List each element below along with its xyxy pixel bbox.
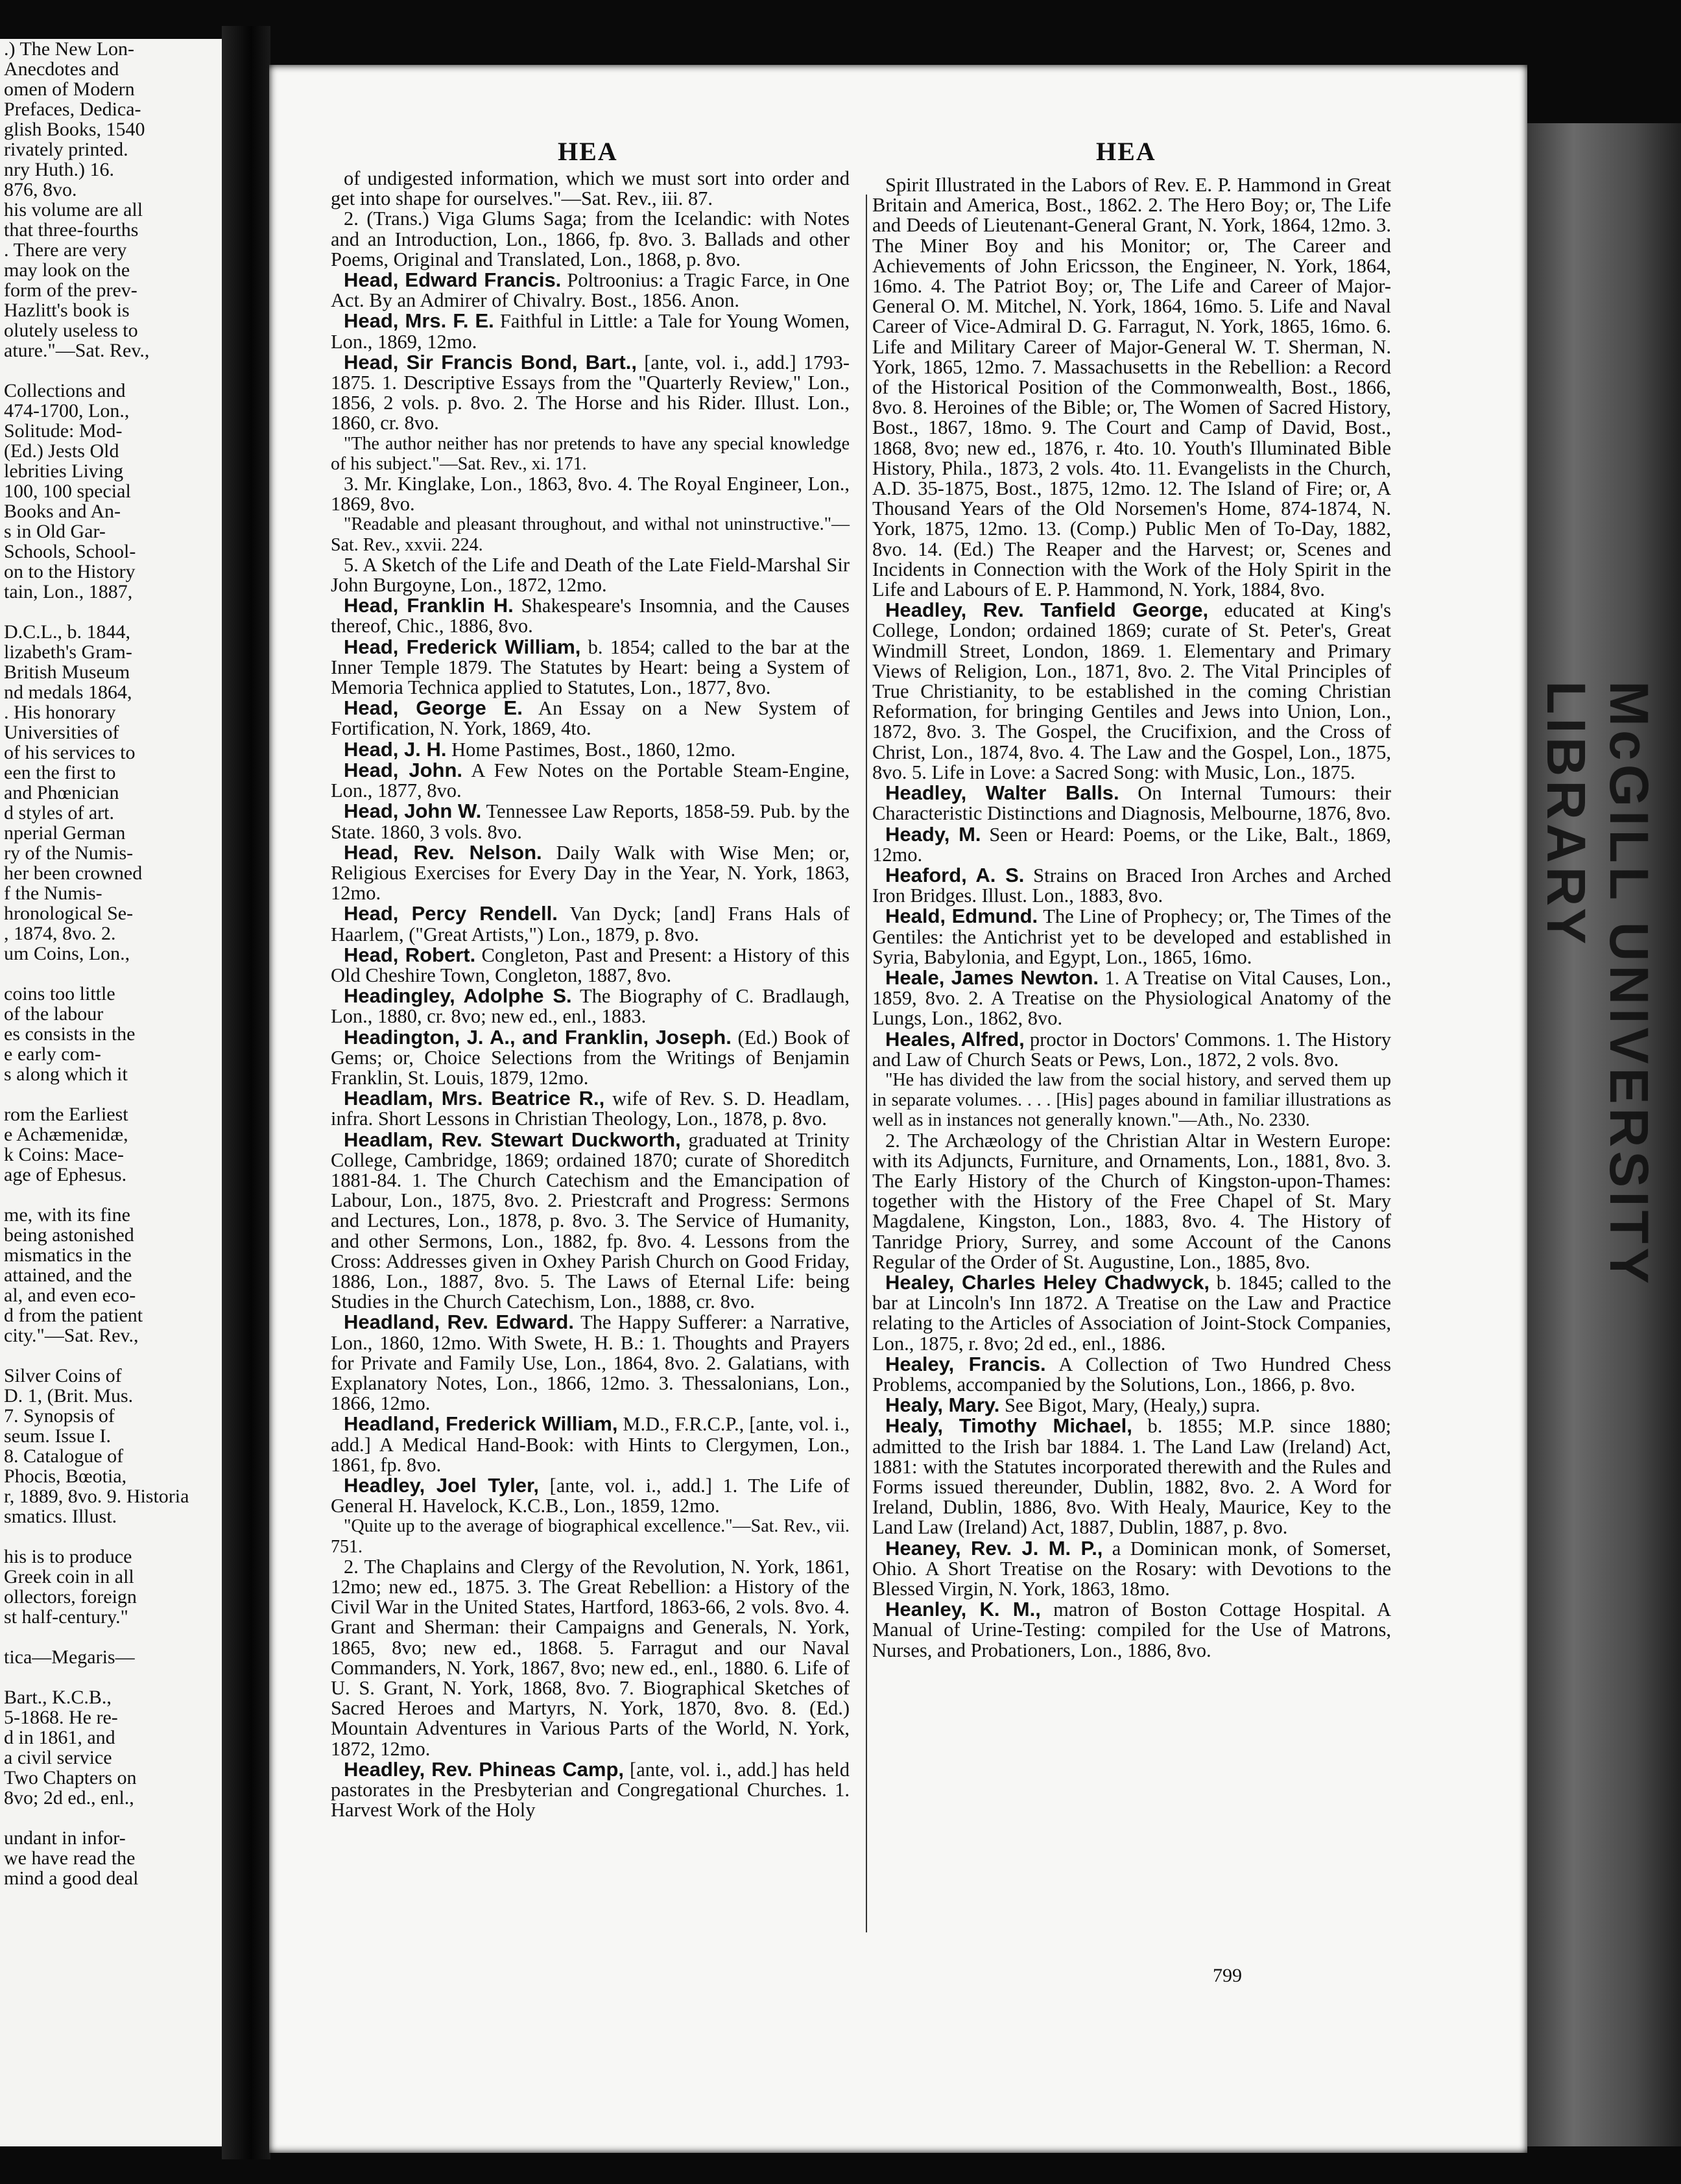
entry-heading: Head, John. [344,758,463,781]
entry [331,352,850,434]
entry-heading: Healy, Mary. [885,1394,1000,1417]
left-page-line: his is to produce [4,1546,132,1567]
entry-heading: Headley, Rev. Tanfield George, [885,599,1209,622]
entry-continuation [331,1557,850,1759]
left-page-line: Prefaces, Dedica- [4,99,141,120]
left-page-line: es consists in the [4,1023,136,1045]
entry-text: a Dominican monk, of Somerset, Ohio. A Short Treatise on the Rosary: with Devotions to the Blessed Virgin, N. York, 1863, 18mo. [872,1537,1391,1600]
left-page-line: e Achæmenidæ, [4,1124,128,1145]
left-page-line: Anecdotes and [4,58,119,80]
left-page-line: 7. Synopsis of [4,1405,115,1427]
left-page-line: d in 1861, and [4,1727,115,1748]
left-page-line: age of Ephesus. [4,1164,127,1185]
left-page-line: undant in infor- [4,1827,126,1849]
entry-heading: Heanley, K. M., [885,1598,1041,1621]
left-page-line: ry of the Numis- [4,842,134,864]
left-page-line: D.C.L., b. 1844, [4,621,130,643]
left-page-line: 876, 8vo. [4,179,77,200]
entry-continuation [331,209,850,270]
left-page-line [4,1667,224,1687]
left-page-line: een the first to [4,762,116,783]
entry-heading: Head, Frederick William, [344,635,581,658]
left-page-line: s along which it [4,1063,128,1085]
entry-text: 2. (Trans.) Viga Glums Saga; from the Icelandic: with Notes and an Introduction, Lon., 1866, fp. 8vo. 3. Ballads and other Poems, Original and Translated, Lon., 1868, p. 8vo. [331,208,850,270]
entry [331,270,850,311]
entry-heading: Healey, Charles Heley Chadwyck, [885,1270,1210,1294]
entry-heading: Heady, M. [885,822,981,846]
left-page-line: rivately printed. [4,139,128,160]
left-page-line: lizabeth's Gram- [4,641,132,663]
left-page-line: Two Chapters on [4,1767,137,1788]
entry-continuation [331,474,850,514]
left-page-line: being astonished [4,1224,134,1246]
entry-text: On Internal Tumours: their Characteristic Distinctions and Diagnosis, Melbourne, 1876, 8vo. [872,782,1391,825]
entry-heading: Head, J. H. [344,737,447,761]
left-page-line: Silver Coins of [4,1365,122,1386]
left-page-line: e early com- [4,1043,101,1065]
entry-text: "Readable and pleasant throughout, and withal not uninstructive."—Sat. Rev., xxvii. 224. [331,514,850,555]
entry [331,760,850,801]
review-quote [331,1516,850,1556]
left-page-line: city."—Sat. Rev., [4,1325,139,1346]
left-page-line: ature."—Sat. Rev., [4,340,150,361]
entry [872,1354,1391,1395]
entry [331,739,850,760]
entry-heading: Headland, Frederick William, [344,1412,618,1436]
entry [872,600,1391,783]
left-page-line: olutely useless to [4,320,138,341]
entry [872,1029,1391,1070]
left-page-line: 474-1700, Lon., [4,400,130,421]
entry-heading: Headland, Rev. Edward. [344,1311,574,1334]
running-head-left: HEA [558,137,618,166]
entry [331,595,850,636]
left-page-line: and Phœnician [4,782,119,803]
left-page-line: Collections and [4,380,126,401]
entry [331,1312,850,1414]
left-page-line: Solitude: Mod- [4,420,123,442]
left-page-line: s in Old Gar- [4,521,106,542]
left-page-line: 8vo; 2d ed., enl., [4,1787,134,1809]
entry-text: b. 1845; called to the bar at Lincoln's Inn 1872. A Treatise on the Law and Practice relating to the Articles of Association of Joint-Stock Companies, Lon., 1875, r. 8vo; 2d ed., enl., 1886. [872,1271,1391,1355]
left-page-line: D. 1, (Brit. Mus. [4,1385,134,1407]
entry-text: [ante, vol. i., add.] has held pastorates in the Presbyterian and Congregational Churches. 1. Harvest Work of the Holy [331,1758,850,1822]
entry-text: Van Dyck; [and] Frans Hals of Haarlem, ("Great Artists,") Lon., 1879, p. 8vo. [331,903,850,945]
entry-heading: Headington, J. A., and Franklin, Joseph. [344,1025,732,1049]
entry-text: "He has divided the law from the social history, and served them up in separate volumes. . . . [His] pages abound in familiar illustrations as well as in instances not generally known."—Ath., No. 2330. [872,1069,1391,1131]
left-page-line: of his services to [4,742,136,763]
review-quote [872,1070,1391,1131]
left-page-line: tica—Megaris— [4,1646,135,1668]
entry-heading: Headley, Rev. Phineas Camp, [344,1757,625,1781]
left-page-line: . His honorary [4,702,116,723]
entry-text: (Ed.) Book of Gems; or, Choice Selections from the Writings of Benjamin Franklin, St. Louis, 1879, 12mo. [331,1026,850,1089]
left-page-line: .) The New Lon- [4,39,135,60]
entry [331,698,850,739]
entry-text: Spirit Illustrated in the Labors of Rev. E. P. Hammond in Great Britain and America, Bost., 1862. 2. The Hero Boy; or, The Life and Deeds of Lieutenant-General Grant, N. York, 1864, 12mo. 3. The Miner Boy and his Monitor; or, The Career and Achievements of John Ericsson, the Engineer, N. York, 1864, 16mo. 4. The Patriot Boy; or, The Life and Career of Major-General O. M. Mitchel, N. York, 1864, 16mo. 5. Life and Naval Career of Vice-Admiral D. G. Farragut, N. York, 1865, 16mo. 6. Life and Military Career of Major-General W. T. Sherman, N. York, 1865, 12mo. 7. Massachusetts in the Rebellion: a Record of the Historical Position of the Commonwealth, Bost., 1866, 8vo. 8. Heroines of the Bible; or, The Women of Sacred History, Bost., 1867, 18mo. 9. The Court and Camp of David, Bost., 1868, 8vo; new ed., 1876, r. 4to. 10. Youth's Illuminated Bible History, Phila., 1873, 2 vols. 4to. 11. Evangelists in the Church, A.D. 35-1875, Bost., 1875, 12mo. 12. The Island of Fire; or, A Thousand Years of the Old Norsemen's Home, 874-1874, N. York, 1875, 12mo. 13. (Comp.) Public Men of To-Day, 1882, 8vo. 14. (Ed.) The Reaper and the Harvest; or, Scenes and Incidents in Connection with the Work of the Holy Spirit in the Life and Labours of E. P. Hammond, N. York, 1884, 8vo. [872,174,1391,601]
entry [331,903,850,944]
left-page-line: British Museum [4,661,130,683]
entry [872,1416,1391,1537]
entry-heading: Healy, Timothy Michael, [885,1414,1132,1438]
entry-text: Home Pastimes, Bost., 1860, 12mo. [446,738,736,761]
entry-heading: Healey, Francis. [885,1352,1046,1375]
left-page-line: we have read the [4,1847,136,1869]
left-page-line: um Coins, Lon., [4,943,130,964]
left-page-line: on to the History [4,561,136,582]
entry-text: The Line of Prophecy; or, The Times of the Gentiles: the Antichrist yet to be developed and established in Syria, Babylonia, and Egypt, Lon., 1865, 16mo. [872,905,1391,968]
entry [331,1414,850,1475]
left-page-line: mismatics in the [4,1244,132,1266]
left-page-line: 100, 100 special [4,481,131,502]
entry-text: Daily Walk with Wise Men; or, Religious Exercises for Every Day in the Year, N. York, 1863, 12mo. [331,841,850,905]
entry [331,945,850,986]
column-left [331,169,850,1820]
entry [872,1599,1391,1661]
entry-heading: Headlam, Mrs. Beatrice R., [344,1087,605,1110]
left-page-line: d from the patient [4,1305,143,1326]
entry-text: Tennessee Law Reports, 1858-59. Pub. by the State. 1860, 3 vols. 8vo. [331,800,850,843]
left-page-line [4,964,224,984]
left-page-line: . There are very [4,239,127,261]
entry-text: educated at King's College, London; ordained 1869; curate of St. Peter's, Great Windmill Street, London, 1869. 1. Elementary and Primary Views of Religion, Lon., 1871, 8vo. 2. The Vital Principles of True Christianity, to be established in the coming Christian Reformation, for bringing Gentiles and Jews into Union, Lon., 1872, 8vo. 3. The Gospel, the Crucifixion, and the Cross of Christ, Lon., 1874, 8vo. 4. The Law and the Gospel, Lon., 1875, 8vo. 5. Life in Love: a Sacred Song: with Music, Lon., 1875. [872,599,1391,783]
entry-text: M.D., F.R.C.P., [ante, vol. i., add.] A Medical Hand-Book: with Hints to Clergymen, Lon., 1861, fp. 8vo. [331,1413,850,1476]
left-page-line: st half-century." [4,1606,128,1628]
left-page-line: d styles of art. [4,802,114,824]
column-right [872,175,1391,1661]
entry-text: 5. A Sketch of the Life and Death of the Late Field-Marshal Sir John Burgoyne, Lon., 1872, 12mo. [331,553,850,597]
left-page-line: ollectors, foreign [4,1586,137,1608]
entry-continuation [331,555,850,595]
entry-heading: Heales, Alfred, [885,1027,1025,1050]
entry-continuation [872,1131,1391,1272]
left-page-line: mind a good deal [4,1868,139,1889]
left-page-line: a civil service [4,1747,112,1768]
entry-text: A Collection of Two Hundred Chess Problems, accompanied by the Solutions, Lon., 1866, p. 8vo. [872,1353,1391,1395]
left-page-line: 5-1868. He re- [4,1707,118,1728]
left-page-line: Books and An- [4,501,121,522]
entry [872,1272,1391,1354]
left-page-line: rom the Earliest [4,1104,128,1125]
entry [331,1130,850,1312]
left-page-line: his volume are all [4,199,143,220]
entry-text: Strains on Braced Iron Arches and Arched Iron Bridges. Illust. Lon., 1883, 8vo. [872,864,1391,907]
entry-continuation [331,169,850,209]
entry-heading: Head, John W. [344,800,482,823]
entry-text: 1. A Treatise on Vital Causes, Lon., 1859, 8vo. 2. A Treatise on the Physiological Anatomy of the Lungs, Lon., 1862, 8vo. [872,966,1391,1030]
left-page-line: hronological Se- [4,903,134,924]
entry [331,801,850,842]
left-page-line: nd medals 1864, [4,682,132,703]
left-page-line: Phocis, Bœotia, [4,1466,127,1487]
left-page-line: attained, and the [4,1264,132,1286]
left-page-line: f the Numis- [4,883,102,904]
entry-heading: Heaney, Rev. J. M. P., [885,1536,1103,1560]
left-page-line [4,602,224,622]
entry-text: The Biography of C. Bradlaugh, Lon., 1880, cr. 8vo; new ed., enl., 1883. [331,985,850,1028]
entry-text: An Essay on a New System of Fortification, N. York, 1869, 4to. [331,697,850,740]
entry-text: [ante, vol. i., add.] 1793-1875. 1. Descriptive Essays from the "Quarterly Review," Lon., 1856, 2 vols. p. 8vo. 2. The Horse and his Rider. Illust. Lon., 1860, cr. 8vo. [331,351,850,434]
column-divider [866,195,867,1932]
entry-text: 2. The Archæology of the Christian Altar in Western Europe: with its Adjuncts, Furniture, and Ornaments, Lon., 1881, 8vo. 3. The Early History of the Church of Kingston-upon-Thames: together with the History of the Free Chapel of St. Mary Magdalene, Kingston, Lon., 1883, 8vo. 4. The History of Tanridge Priory, Surrey, and some Account of the Canons Regular of the Order of St. Augustine, Lon., 1885, 8vo. [872,1129,1391,1273]
left-page-line: glish Books, 1540 [4,119,145,140]
entry [331,1759,850,1821]
entry-heading: Head, Percy Rendell. [344,902,558,925]
entry-text: graduated at Trinity College, Cambridge, 1869; ordained 1870; curate of Shoreditch 1881-84. 1. The Church Catechism and the Emancipation of Labour, Lon., 1875, 8vo. 2. Priestcraft and Progress: Sermons and Lectures, Lon., 1878, p. 8vo. 3. The Service of Humanity, and other Sermons, Lon., 1882, fp. 8vo. 4. Lessons from the Cross: Addresses given in Oxhey Parish Church on Good Friday, 1886, Lon., 1887, 8vo. 5. The Laws of Eternal Life: being Studies in the Church Catechism, Lon., 1888, cr. 8vo. [331,1128,850,1313]
left-page-line: Universities of [4,722,119,743]
entry-text: b. 1855; M.P. since 1880; admitted to the Irish bar 1884. 1. The Land Law (Ireland) Act, 1881: with the Statutes incorporated therewith and the Rules and Forms issued thereunder, Dublin, 1882, 8vo. 2. A Word for Ireland, Dublin, 1886, 8vo. With Healy, Maurice, Key to the Land Law (Ireland) Act, 1887, Dublin, 1887, p. 8vo. [872,1415,1391,1539]
spine-label: McGILL UNIVERSITY LIBRARY [1536,681,1660,1287]
entry [872,967,1391,1029]
left-page-line: nry Huth.) 16. [4,159,114,180]
entry-text: 2. The Chaplains and Clergy of the Revolution, N. York, 1861, 12mo; new ed., 1875. 3. The Great Rebellion: a History of the Civil War in the United States, Hartford, 1863-66, 2 vols. 8vo. 4. Grant and Sherman: their Campaigns and Generals, N. York, 1865, 8vo; new ed., 1868. 5. Farragut and our Naval Commanders, N. York, 1867, 8vo; new ed., enl., 1880. 6. Life of U. S. Grant, N. York, 1868, 8vo. 7. Biographical Sketches of Sacred Heroes and Martyrs, N. York, 1870, 8vo. 8. (Ed.) Mountain Adventures in Various Parts of the World, N. York, 1872, 12mo. [331,1555,850,1760]
left-page-line: k Coins: Mace- [4,1144,124,1165]
book-gutter [222,26,270,2159]
entry [872,1395,1391,1416]
entry-heading: Head, Edward Francis. [344,268,562,292]
left-page-line: seum. Issue I. [4,1425,111,1447]
entry-text: b. 1854; called to the bar at the Inner Temple 1879. The Statutes by Heart: being a System of Memoria Technica applied to Statutes, Lon., 1877, 8vo. [331,635,850,699]
entry-heading: Headley, Joel Tyler, [344,1474,539,1497]
entry-text: matron of Boston Cottage Hospital. A Manual of Urine-Testing: compiled for the Use of Matrons, Nurses, and Probationers, Lon., 1886, 8vo. [872,1598,1391,1661]
entry [331,637,850,698]
entry-text: wife of Rev. S. D. Headlam, infra. Short Lessons in Christian Theology, Lon., 1878, p. 8vo. [331,1087,850,1130]
entry-heading: Head, Franklin H. [344,594,514,617]
entry-heading: Head, George E. [344,696,523,720]
entry-text: A Few Notes on the Portable Steam-Engine, Lon., 1877, 8vo. [331,759,850,802]
left-page-line: nperial German [4,822,126,844]
left-page-line: may look on the [4,259,130,281]
entry-text: Congleton, Past and Present: a History of this Old Cheshire Town, Congleton, 1887, 8vo. [331,944,850,986]
entry-heading: Heaford, A. S. [885,863,1025,886]
entry-text: "The author neither has nor pretends to have any special knowledge of his subject."—Sat. Rev., xi. 171. [331,433,850,474]
entry-text: Seen or Heard: Poems, or the Like, Balt., 1869, 12mo. [872,823,1391,866]
review-quote [331,434,850,474]
entry [872,906,1391,967]
entry [872,865,1391,906]
left-page-line: Hazlitt's book is [4,300,130,321]
entry-heading: Headley, Walter Balls. [885,781,1119,805]
left-page-line [4,1084,224,1104]
left-page-line: smatics. Illust. [4,1506,117,1527]
left-page-line: (Ed.) Jests Old [4,440,119,462]
left-page-line: tain, Lon., 1887, [4,581,133,602]
left-page-line: omen of Modern [4,78,135,100]
left-page-line [4,1627,224,1647]
entry-text: 3. Mr. Kinglake, Lon., 1863, 8vo. 4. The Royal Engineer, Lon., 1869, 8vo. [331,473,850,516]
entry [872,783,1391,824]
left-page-line: of the labour [4,1003,104,1025]
entry-heading: Head, Rev. Nelson. [344,840,542,864]
entry-text: "Quite up to the average of biographical excellence."—Sat. Rev., vii. 751. [331,1516,850,1557]
entry-heading: Heale, James Newton. [885,966,1099,989]
running-head-right: HEA [1096,137,1156,166]
left-page-line: me, with its fine [4,1204,130,1226]
left-page-line: r, 1889, 8vo. 9. Historia [4,1486,189,1507]
entry-text: proctor in Doctors' Commons. 1. The History and Law of Church Seats or Pews, Lon., 1872, 2 vols. 8vo. [872,1028,1391,1071]
entry [331,1088,850,1129]
left-page-line: that three-fourths [4,219,139,241]
left-page-fragment [0,39,224,2146]
entry-heading: Headlam, Rev. Stewart Duckworth, [344,1128,681,1151]
left-page-line: al, and even eco- [4,1285,136,1306]
left-page-line [4,1185,224,1205]
left-page-line: her been crowned [4,862,143,884]
entry [872,824,1391,865]
entry [331,1027,850,1089]
entry [872,1538,1391,1600]
entry-text: of undigested information, which we must sort into order and get into shape for ourselves."—Sat. Rev., iii. 87. [331,167,850,210]
entry [331,986,850,1027]
left-page-line: , 1874, 8vo. 2. [4,923,116,944]
left-page-line: coins too little [4,983,115,1004]
left-page-line [4,1526,224,1547]
entry-continuation [872,175,1391,600]
entry-text: See Bigot, Mary, (Healy,) supra. [999,1394,1261,1417]
entry-heading: Heald, Edmund. [885,905,1038,928]
left-page-line: Schools, School- [4,541,136,562]
entry-text: Shakespeare's Insomnia, and the Causes thereof, Chic., 1886, 8vo. [331,595,850,637]
left-page-line [4,361,224,381]
entry-heading: Headingley, Adolphe S. [344,984,572,1008]
left-page-line [4,1346,224,1366]
entry [331,311,850,351]
page-number: 799 [1213,1965,1242,1986]
entry [331,842,850,904]
entry-text: Faithful in Little: a Tale for Young Women, Lon., 1869, 12mo. [331,310,850,353]
entry-text: [ante, vol. i., add.] 1. The Life of General H. Havelock, K.C.B., Lon., 1859, 12mo. [331,1475,850,1517]
left-page-line: 8. Catalogue of [4,1445,124,1467]
left-page-line: Bart., K.C.B., [4,1687,112,1708]
entry-text: The Happy Sufferer: a Narrative, Lon., 1860, 12mo. With Swete, H. B.: 1. Thoughts and Prayers for Private and Family Use, Lon., 1864, 8vo. 2. Galatians, with Explanatory Notes, Lon., 1866, 12mo. 3. Thessalonians, Lon., 1866, 12mo. [331,1311,850,1415]
left-page-line: form of the prev- [4,279,137,301]
left-page-line: lebrities Living [4,460,124,482]
left-page-line [4,1808,224,1828]
review-quote [331,514,850,554]
entry-heading: Head, Robert. [344,943,476,966]
entry-heading: Head, Sir Francis Bond, Bart., [344,350,637,374]
entry-heading: Head, Mrs. F. E. [344,309,494,333]
entry [331,1475,850,1516]
left-page-line: Greek coin in all [4,1566,134,1587]
entry-text: Poltroonius: a Tragic Farce, in One Act. By an Admirer of Chivalry. Bost., 1856. Anon. [331,269,850,312]
